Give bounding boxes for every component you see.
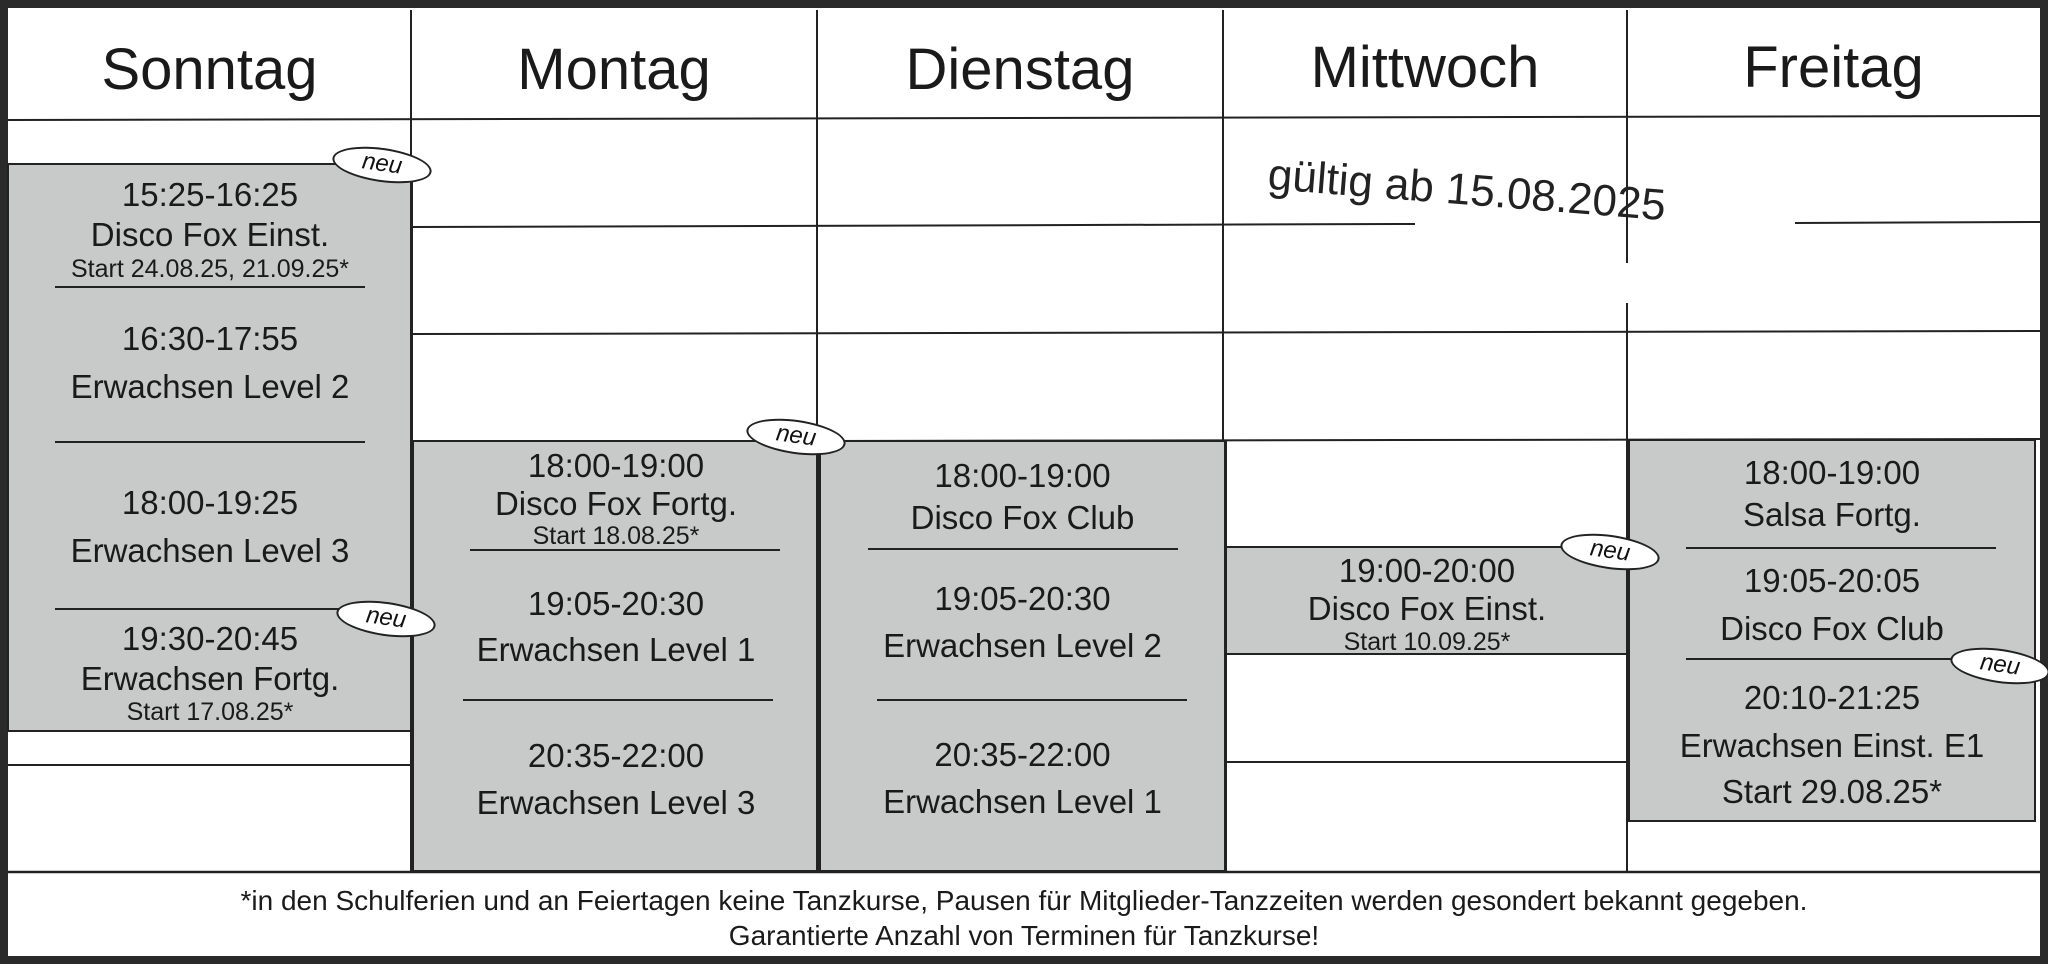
header-friday: Freitag (1743, 35, 1924, 100)
new-badge: neu (1948, 642, 2048, 690)
tuesday-c2-time: 19:05-20:30 (934, 580, 1111, 617)
friday-c1-name: Salsa Fortg. (1743, 496, 1921, 533)
valid-from-note: gültig ab 15.08.2025 (1266, 150, 1668, 231)
sunday-c4-start: Start 17.08.25* (126, 698, 294, 726)
sunday-c2-name: Erwachsen Level 2 (70, 368, 350, 405)
monday-c1-start: Start 18.08.25* (532, 522, 700, 550)
sunday-c2-time: 16:30-17:55 (121, 320, 299, 357)
sunday-c1-time: 15:25-16:25 (121, 176, 299, 213)
friday-c3-name: Erwachsen Einst. E1 (1679, 727, 1985, 764)
sunday-c3-time: 18:00-19:25 (121, 484, 299, 521)
header-monday: Montag (517, 37, 711, 102)
header-tuesday: Dienstag (905, 37, 1135, 102)
sunday-c1-start: Start 24.08.25, 21.09.25* (71, 255, 349, 283)
friday-c3-start: Start 29.08.25* (1721, 773, 1943, 810)
new-badge: neu (330, 141, 434, 189)
tuesday-c3-time: 20:35-22:00 (934, 736, 1111, 773)
new-badge: neu (744, 413, 848, 461)
footer-note-2: Garantierte Anzahl von Terminen für Tanzkurse! (728, 920, 1320, 951)
tuesday-c3-name: Erwachsen Level 1 (883, 783, 1162, 820)
monday-c1-time: 18:00-19:00 (527, 447, 705, 484)
sunday-c3-name: Erwachsen Level 3 (70, 532, 350, 569)
monday-c1-name: Disco Fox Fortg. (494, 485, 738, 522)
friday-c3-time: 20:10-21:25 (1743, 679, 1921, 716)
tuesday-c1-name: Disco Fox Club (910, 499, 1135, 536)
new-badge: neu (1558, 528, 1662, 576)
tuesday-c2-name: Erwachsen Level 2 (883, 627, 1162, 664)
wednesday-c1-time: 19:00-20:00 (1338, 552, 1516, 589)
monday-c3-time: 20:35-22:00 (527, 737, 705, 774)
monday-c3-name: Erwachsen Level 3 (476, 784, 756, 821)
header-wednesday: Mittwoch (1310, 35, 1540, 100)
friday-c2-time: 19:05-20:05 (1743, 562, 1921, 599)
friday-c2-name: Disco Fox Club (1720, 610, 1944, 647)
header-sunday: Sonntag (101, 37, 318, 102)
wednesday-c1-start: Start 10.09.25* (1343, 628, 1511, 656)
wednesday-c1-name: Disco Fox Einst. (1307, 590, 1547, 627)
sunday-c1-name: Disco Fox Einst. (90, 216, 330, 253)
new-badge: neu (334, 595, 438, 643)
monday-c2-time: 19:05-20:30 (527, 585, 705, 622)
sunday-c4-name: Erwachsen Fortg. (80, 660, 340, 697)
monday-c2-name: Erwachsen Level 1 (476, 631, 756, 668)
footer-note-1: *in den Schulferien und an Feiertagen keine Tanzkurse, Pausen für Mitglieder-Tanzzeiten werden gesondert bekannt gegeben. (240, 885, 1808, 916)
friday-c1-time: 18:00-19:00 (1743, 454, 1921, 491)
sunday-c4-time: 19:30-20:45 (121, 620, 299, 657)
tuesday-c1-time: 18:00-19:00 (934, 457, 1111, 494)
